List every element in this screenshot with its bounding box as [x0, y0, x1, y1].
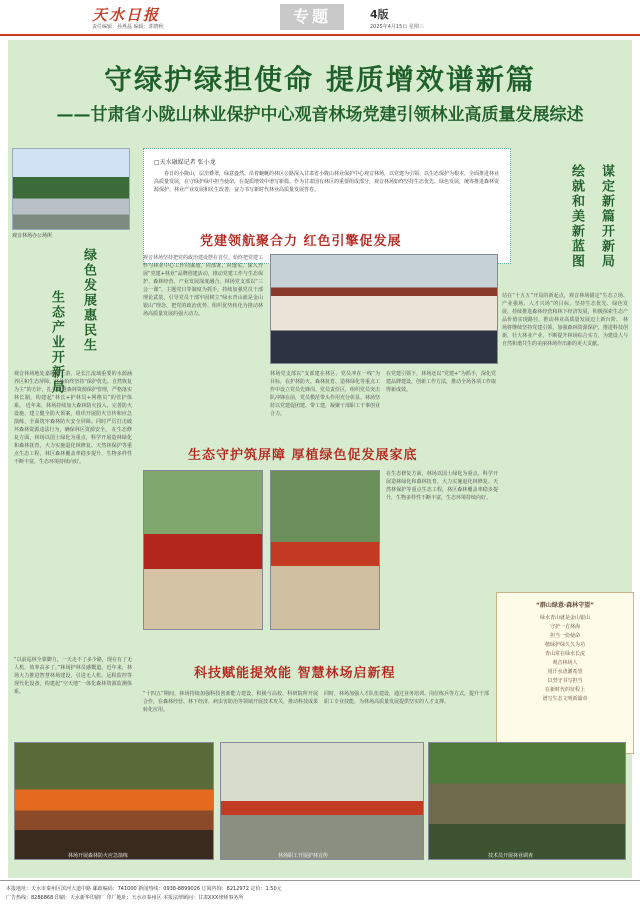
party-meeting-photo	[270, 254, 498, 364]
right-vertical-title-1: 谋定新篇开新局	[599, 164, 614, 269]
left-column-text	[14, 370, 132, 650]
section3-col1: “以前巡林全靠脚力，一天走不了多少路，现在有了无人机，效率高多了。”林场护林员感慨道。近年来，林场大力推进智慧林场建设，引进无人机、远程监控等现代化设备，构建起“空天地”一体化森林资源监测体系。	[14, 657, 132, 695]
left-vertical-title-1: 绿色发展惠民生	[81, 248, 96, 353]
section2-title: 生态守护筑屏障 厚植绿色促发展家底	[188, 448, 418, 463]
poem-box	[496, 592, 634, 754]
byline: □天水融媒记者 张小龙	[154, 159, 216, 166]
page-number: 4版	[370, 8, 389, 21]
fire-drill-caption: 林场开展森林防火应急演练	[68, 853, 129, 859]
issue-date: 2025年4月15日 星期三	[370, 24, 424, 30]
footer-line-1: 本报地址：天水市秦州区滨河大道中路 邮政编码：741000 新闻热线：0938-8899026 订阅咨询：8212972 定价：1.50元	[6, 886, 282, 892]
editors-line: 责任编辑：孙燕磊 编辑：郭晓秋	[92, 24, 164, 30]
footer	[0, 880, 640, 918]
section-label: 专题	[280, 4, 344, 30]
sub-headline: ——甘肃省小陇山林业保护中心观音林场党建引领林业高质量发展综述	[56, 105, 584, 125]
left-text-1: 观音林场地处嘉陵江上游，是长江流域重要的水源涵养区和生态屏障。林场始终坚持“保护优先、自然恢复为主”的方针，扎实推进森林资源保护管理，严格落实林长制，构建起“林长+护林员+网格员”的管护体系。	[14, 371, 132, 409]
left-vertical-title-2: 生态产业开新局	[49, 290, 64, 395]
poem-lines: 绿水青山就是金山银山 守护一方林海 担当一份使命 植绿护绿久久为功 青山常在绿水长流 观音林场人 用汗水浇灌希望 以坚守书写担当 在新时代的征程上 谱写生态文明新篇章	[539, 615, 590, 702]
forest-patrol-photo	[220, 742, 424, 860]
feature-page	[8, 40, 632, 878]
right-text-2: 林场将继续坚持党建引领，加强森林资源保护，推进科技创新，壮大林业产业，不断提升林场综合实力，为建设人与自然和谐共生的美丽林场作出新的更大贡献。	[502, 317, 628, 347]
fire-patrol-photo-2	[270, 470, 380, 630]
fire-patrol-photo-1	[143, 470, 263, 630]
footer-line-2: 广告热线：8286868 印刷：天水新华印刷厂 印厂地址：天水市秦州区 本报法律顾问：甘肃XXX律师事务所	[6, 895, 244, 901]
hero-caption: 观音林场办公场所	[12, 233, 53, 239]
section1-col2: 林场党支部以“支部建在林区、党员冲在一线”为目标，在护林防火、森林抚育、造林绿化等重点工作中设立党员先锋岗、党员责任区，组织党员突击队冲锋在前，党员模范带头作用充分彰显。林场坚持以党建促团建、带工建，凝聚干部职工干事创业合力。	[270, 371, 380, 417]
lead-text: 春日的小陇山，层峦叠翠，绿意盎然。沿着蜿蜒的林区公路深入甘肃省小陇山林业保护中心观音林场，以党建为引领、以生态保护为根本，全面推进林业高质量发展，在守绿护绿中担当使命，在提质增效中谱写新篇。作为甘肃国有林区的重要组成部分，观音林场始终坚持生态优先、绿色发展，统筹推进森林资源保护、林业产业发展和民生改善，奋力书写新时代林业高质量发展答卷。	[154, 171, 500, 193]
left-text-2: 近年来，林场持续加大森林防火投入，完善防火设施，建立健全防火预案，组织开展防火宣传和应急演练，全面筑牢森林防火安全屏障。同时严厉打击破坏森林资源违法行为，确保林区资源安全。	[14, 403, 132, 433]
section3-col3: 同时，林场加强人才队伍建设，通过业务培训、岗位练兵等方式，提升干部职工专业技能，为林场高质量发展提供坚实的人才支撑。	[324, 691, 489, 705]
fire-drill-photo	[14, 742, 214, 860]
main-headline: 守绿护绿担使命 提质增效谱新篇	[104, 63, 536, 96]
section3-col2: “十四五”期间，林场持续加强科技创新能力建设，积极与高校、科研院所开展合作，在森林经营、林下经济、病虫害防治等领域开展技术攻关，推动科技成果转化应用。	[143, 691, 318, 713]
poem-title: “群山绿意·森林守望”	[535, 602, 595, 609]
section3-title: 科技赋能提效能 智慧林场启新程	[194, 666, 396, 681]
forestry-survey-caption: 技术员开展林业调查	[488, 853, 534, 859]
left-text-3: 在生态修复方面，林场以国土绿化为重点，科学开展造林绿化和森林抚育，大力实施退化林修复、天然林保护等重点生态工程，林区森林覆盖率稳步提升，生物多样性不断丰富，生态环境持续向好。	[14, 427, 132, 465]
section1-col1: 观音林场坚持把党的政治建设摆在首位，始终把党建工作与林业中心工作同谋划、同部署、同落实，深入开展“党建+林业”品牌创建活动，推动党建工作与生态保护、森林经营、产业发展深度融合。林场党支部以“三会一课”、主题党日等制度为抓手，持续加强党员干部理论武装，引导党员干部牢固树立“绿水青山就是金山银山”理念，把党的政治优势、组织优势转化为推动林场高质量发展的强大动力。	[143, 255, 263, 317]
right-text-1: 站在“十五五”开局的新起点，观音林场锚定“生态立场、产业强场、人才兴场”的目标，坚持生态优先、绿色发展，持续推进森林经营和林下经济发展，积极探索生态产品价值实现路径，推动林业高质量发展迈上新台阶。	[502, 293, 628, 323]
masthead	[0, 0, 640, 36]
section1-title: 党建领航聚合力 红色引擎促发展	[200, 234, 402, 249]
section1-col3: 在党建引领下，林场还以“党建+”为抓手，深化党建品牌建设，创新工作方法，推动全场各项工作取得新成效。	[386, 371, 496, 393]
forestry-survey-photo	[428, 742, 626, 860]
forest-farm-office-photo	[12, 148, 130, 230]
section2-text: 在生态修复方面，林场以国土绿化为重点，科学开展造林绿化和森林抚育，大力实施退化林修复、天然林保护等重点生态工程，林区森林覆盖率稳步提升，生物多样性不断丰富，生态环境持续向好。	[386, 471, 498, 501]
right-column-text	[502, 292, 628, 582]
right-vertical-title-2: 绘就和美新蓝图	[569, 164, 584, 269]
forest-patrol-caption: 林场职工开展护林宣传	[278, 853, 329, 859]
newspaper-logo: 天水日报	[92, 6, 161, 24]
